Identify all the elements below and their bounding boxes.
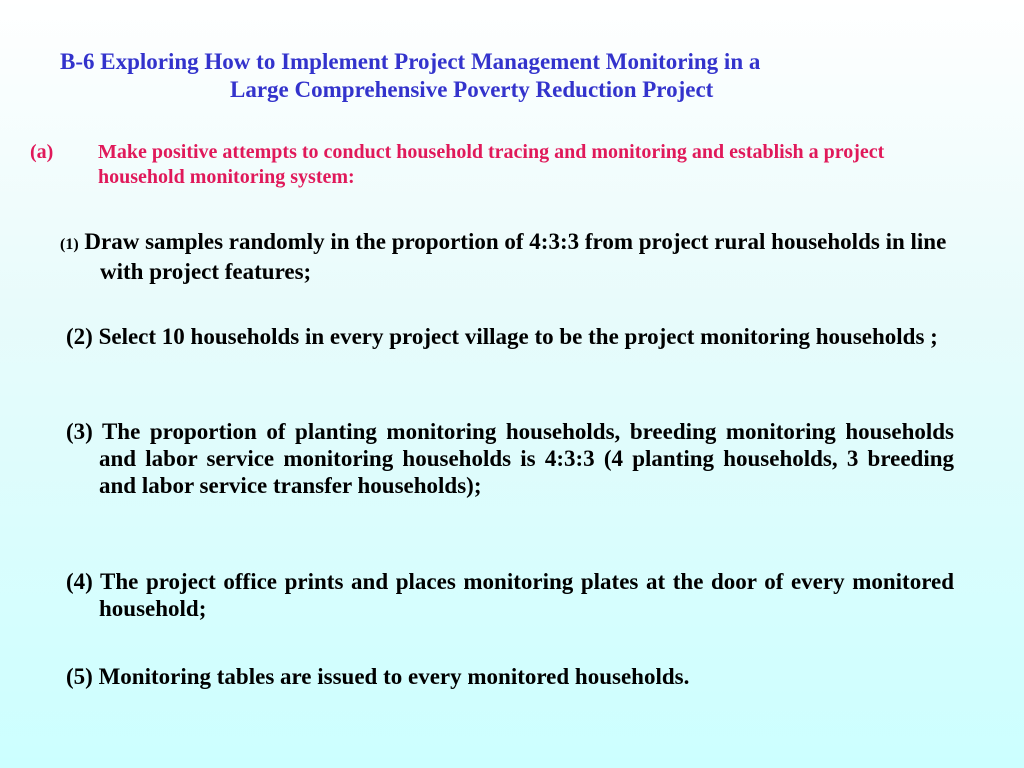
list-item-2-number: (2)	[66, 324, 93, 349]
list-item-5	[66, 663, 954, 690]
list-item-2-text: Select 10 households in every project village to be the project monitoring households ;	[92, 324, 938, 349]
list-item-3	[66, 418, 954, 499]
title-line-2: Large Comprehensive Poverty Reduction Project	[230, 77, 714, 102]
section-a	[30, 140, 930, 190]
list-item-1	[60, 228, 954, 285]
list-item-1-text: Draw samples randomly in the proportion of 4:3:3 from project rural households in line with project features;	[78, 229, 947, 284]
list-item-5-number: (5)	[66, 664, 93, 689]
list-item-1-number: (1)	[60, 236, 79, 253]
list-item-5-text: Monitoring tables are issued to every monitored households.	[92, 664, 690, 689]
list-item-2	[66, 323, 954, 350]
list-item-3-text: The proportion of planting monitoring households, breeding monitoring households and labor service monitoring households is 4:3:3 (4 planting households, 3 breeding and labor service transfer households);	[92, 419, 954, 498]
list-item-4	[66, 568, 954, 622]
list-item-4-number: (4)	[66, 569, 93, 594]
section-a-marker: (a)	[30, 141, 54, 163]
slide-title	[60, 48, 960, 104]
section-a-text: Make positive attempts to conduct household tracing and monitoring and establish a project household monitoring system:	[98, 141, 885, 188]
title-line-1: B-6 Exploring How to Implement Project Management Monitoring in a	[60, 49, 761, 74]
list-item-3-number: (3)	[66, 419, 93, 444]
list-item-4-text: The project office prints and places monitoring plates at the door of every monitored household;	[92, 569, 954, 621]
